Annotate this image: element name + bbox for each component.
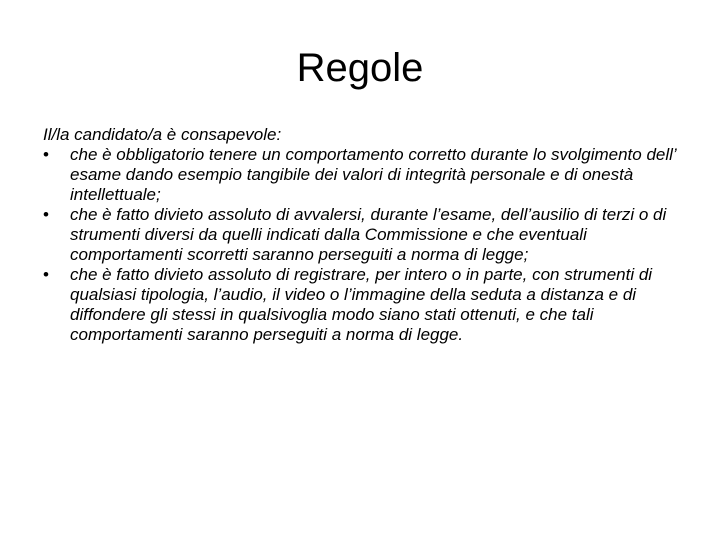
bullet-icon: •: [43, 145, 49, 164]
rule-text-1: che è obbligatorio tenere un comportamento corretto durante lo svolgimento dell’ esame dando esempio tangibile dei valori di integrità personale e di onestà intellettuale;: [70, 145, 676, 204]
rule-item-2: [43, 205, 693, 265]
rule-text-3: che è fatto divieto assoluto di registrare, per intero o in parte, con strumenti di qualsiasi tipologia, l’audio, il video o l’immagine della seduta a distanza e di diffondere gli stessi in qualsivoglia modo siano stati ottenuti, e che tali comportamenti saranno perseguiti a norma di legge.: [70, 265, 653, 344]
rule-item-3: [43, 265, 693, 345]
bullet-icon: •: [43, 205, 49, 224]
rule-text-2: che è fatto divieto assoluto di avvalersi, durante l’esame, dell’ausilio di terzi o di strumenti diversi da quelli indicati dalla Commissione e che eventuali comportamenti scorretti saranno perseguiti a norma di legge;: [70, 205, 667, 264]
slide-content: [43, 125, 693, 345]
intro-text: Il/la candidato/a è consapevole:: [43, 125, 282, 144]
slide-title: Regole: [296, 46, 424, 90]
rule-item-1: [43, 145, 693, 205]
rules-list: [43, 145, 693, 345]
bullet-icon: •: [43, 265, 49, 284]
